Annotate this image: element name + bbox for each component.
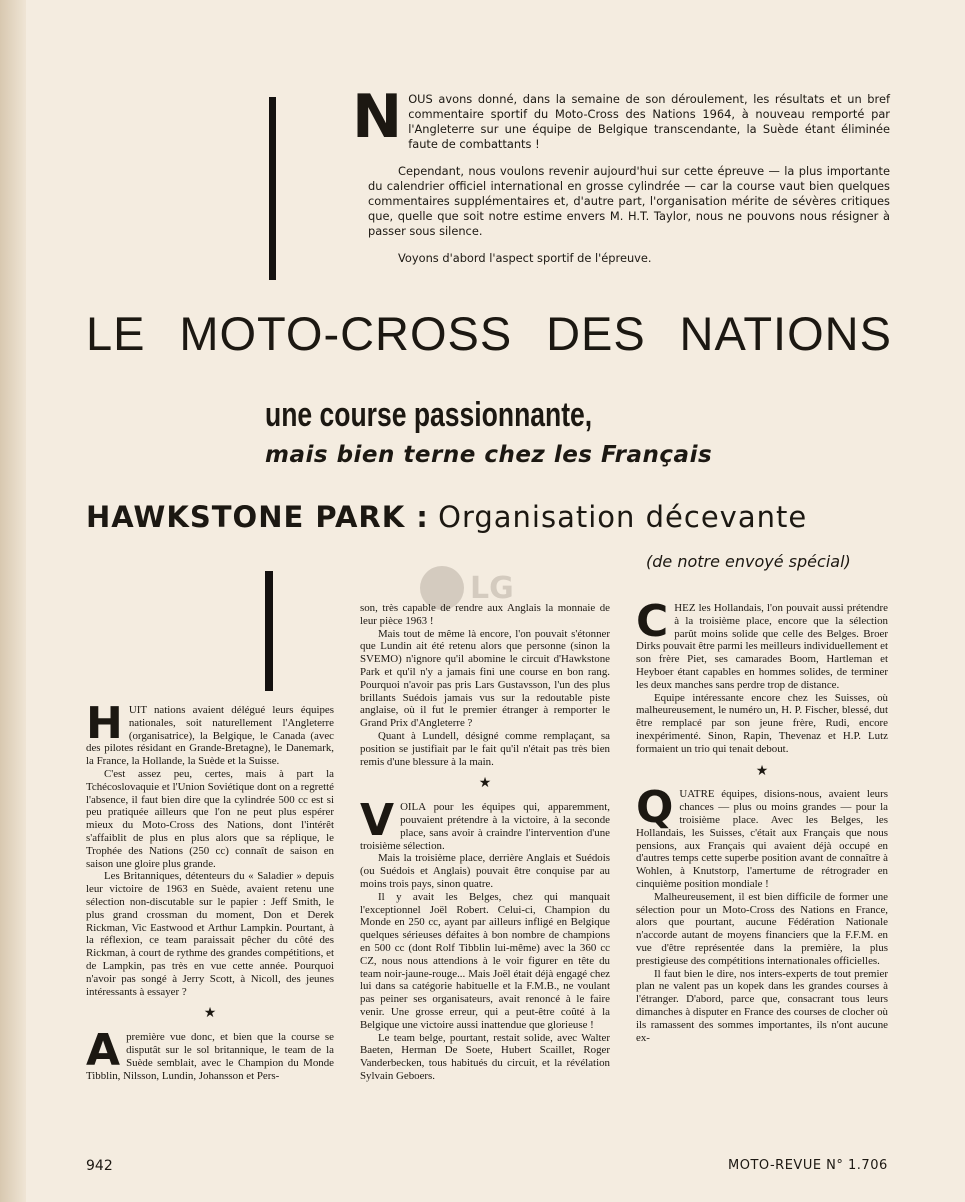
col2-paragraph-6: Il y avait les Belges, chez qui manquait l'exceptionnel Joël Robert. Celui-ci, Champion du Monde en 250 cc, ayant par ailleurs infligé en Belgique quelques sérieuses défaites à bon nombre de champions en 500 cc (dont Rolf Tibblin lui-même) avec la 360 cc CZ, nous nous attendions à le voir figurer en tête du team noir-jaune-rouge... Mais Joël était déjà engagé chez lui dans sa catégorie habituelle et la F.M.B., ne voulant pas peiner ses organisateurs, avait renoncé à le faire venir. Une grosse erreur, qui a peut-être coûté à la Belgique une victoire aussi inattendue que glorieuse ! — [360, 890, 610, 1031]
col1-p1-text: UIT nations avaient délégué leurs équipes nationales, soit naturellement l'Angleterre (organisatrice), la Belgique, le Canada (avec des pilotes résidant en Grande-Bretagne), le Danemark, la France, la Hollande, la Suède et la Suisse. — [86, 704, 334, 768]
title-word: LE — [86, 307, 146, 360]
intro-vertical-rule — [269, 97, 276, 280]
drop-cap: N — [352, 82, 403, 152]
heading-place: HAWKSTONE PARK : — [86, 500, 429, 534]
drop-cap: Q — [636, 782, 674, 834]
section-star: ★ — [203, 1006, 217, 1022]
intro-p1-text: OUS avons donné, dans la semaine de son déroulement, les résultats et un bref commentaire sportif du Moto-Cross des Nations 1964, à nouveau remporté par l'Angleterre sur une équipe de Belgique transcendante, la Suède étant éliminée faute de combattants ! — [408, 92, 890, 151]
title-word: NATIONS — [679, 307, 892, 360]
column-2 — [360, 602, 610, 1083]
col3-p3-text: UATRE équipes, disions-nous, avaient leurs chances — plus ou moins grandes — pour la troisième place. Avec les Belges, les Hollandais, les Suisses, c'était aux Français que nous pensions, aux Français qui avaient déjà occupé en d'autres temps cette superbe position avant de connaître à Wohlen, à Knutstorp, l'amertume de rétrograder en cinquième position mondiale ! — [636, 788, 888, 890]
drop-cap: A — [86, 1025, 121, 1077]
intro-paragraph-3: Voyons d'abord l'aspect sportif de l'épreuve. — [398, 251, 652, 265]
column-3 — [636, 596, 888, 1044]
col3-paragraph-3 — [636, 782, 888, 890]
article-title — [86, 306, 892, 361]
col1-paragraph-4 — [86, 1025, 334, 1082]
col3-paragraph-1 — [636, 596, 888, 692]
subtitle-line-2: mais bien terne chez les Français — [265, 442, 713, 468]
byline: (de notre envoyé spécial) — [646, 552, 851, 571]
drop-cap: V — [360, 795, 395, 847]
col2-p4-text: OILA pour les équipes qui, apparemment, pouvaient prétendre à la victoire, à la seconde place, sans avoir à craindre l'intervention d'une troisième sélection. — [360, 801, 610, 852]
col3-p1-text: HEZ les Hollandais, l'on pouvait aussi prétendre à la troisième place, encore que la sélection parût moins solide que celle des Belges. Broer Dirks pouvait être parmi les meilleurs individuellement et son frère Piet, ses camarades Boom, Hartleman et Heyboer étant capables en hommes solides, de terminer les deux manches sans perdre trop de distance. — [636, 602, 888, 691]
col3-paragraph-5: Il faut bien le dire, nos inters-experts de tout premier plan ne valent pas un kopek dans les grandes courses à l'étranger. D'abord, parce que, consacrant tous leurs dimanches à disputer en France des courses de clocher où ils ramassent des sommes importantes, ils n'ont aucune ex- — [636, 967, 888, 1044]
intro-text — [352, 82, 890, 278]
svg-text:LG: LG — [470, 571, 514, 606]
intro-paragraph-1 — [352, 82, 890, 152]
column-1 — [86, 698, 334, 1082]
magazine-issue: MOTO-REVUE N° 1.706 — [728, 1158, 888, 1173]
col2-paragraph-3: Quant à Lundell, désigné comme remplaçant, sa position se justifiait par le fait qu'il n'était pas très bien remis d'une blessure à la main. — [360, 729, 610, 768]
section-star: ★ — [478, 776, 492, 792]
title-word: DES — [546, 307, 646, 360]
col1-paragraph-3: Les Britanniques, détenteurs du « Saladier » depuis leur victoire de 1963 en Suède, avaient retenu une sélection non-discutable sur le papier : Jeff Smith, le plus grand crossman du moment, Don et Derek Rickman, Vic Eastwood et Arthur Lampkin. Pourtant, à la réflexion, ce team paraissait pêcher du côté des Rickman, à court de rythme des grandes compétitions, et de Lampkin, pas très en vue cette année. Pourquoi n'avoir pas songé à Jerry Scott, à Nicoll, des jeunes intéressants à essayer ? — [86, 870, 334, 998]
drop-cap: C — [636, 596, 669, 647]
intro-paragraph-2: Cependant, nous voulons revenir aujourd'hui sur cette épreuve — la plus importante du calendrier officiel international en grosse cylindrée — car la course vaut bien quelques commentaires supplémentaires et, d'autre part, l'organisation mérite de sévères critiques que, quelle que soit notre estime envers M. H.T. Taylor, nous ne pouvons nous résigner à passer sous silence. — [368, 164, 890, 238]
col1-paragraph-1 — [86, 698, 334, 768]
page-edge — [0, 0, 26, 1202]
col1-p4-text: première vue donc, et bien que la course se disputât sur le sol britannique, le team de la Suède semblait, avec le Champion du Monde Tibblin, Nilsson, Lundin, Johansson et Pers- — [86, 1031, 334, 1082]
section-heading — [86, 500, 807, 534]
page-number: 942 — [86, 1158, 113, 1174]
col3-paragraph-2: Equipe intéressante encore chez les Suisses, où malheureusement, le numéro un, H. P. Fischer, blessé, dut être remplacé par son jeune frère, Rudi, encore inexpérimenté. Sinon, Rapin, Thevenaz et H.P. Lutz formaient un trio qui tenait debout. — [636, 691, 888, 755]
col3-paragraph-4: Malheureusement, il est bien difficile de former une sélection pour un Moto-Cross des Nations en France, alors que pourtant, aucune Fédération Nationale n'accorde autant de moyens financiers que la F.F.M. en vue d'être représentée dans la première, la plus prestigieuse des compétitions internationales officielles. — [636, 890, 888, 967]
col2-paragraph-7: Le team belge, pourtant, restait solide, avec Walter Baeten, Herman De Soete, Hubert Scaillet, Roger Vanderbecken, tous habitués du circuit, et la révélation Sylvain Geboers. — [360, 1031, 610, 1082]
drop-cap: H — [86, 698, 123, 749]
title-word: MOTO-CROSS — [179, 307, 513, 360]
col2-paragraph-2: Mais tout de même là encore, l'on pouvait s'étonner que Lundin ait été retenu alors que personne (sinon la SVEMO) n'ignore qu'il abomine le circuit d'Hawkstone Park et qu'il n'y a jamais fini une course en bon rang. Pourquoi n'avoir pas pris Lars Gustavsson, l'un des plus brillants Suédois jamais vus sur la redoutable piste anglaise, où il fut le premier étranger à remporter le Grand Prix d'Angleterre ? — [360, 627, 610, 730]
heading-topic: Organisation décevante — [438, 500, 808, 534]
col1-paragraph-2: C'est assez peu, certes, mais à part la Tchécoslovaquie et l'Union Soviétique dont on a regretté l'absence, il faut bien dire que la cylindrée 500 cc est si peu pratiquée ailleurs que l'on ne peut plus espérer mieux du Moto-Cross des Nations, dont l'intérêt s'affaiblit de plus en plus alors que sa réplique, le Trophée des Nations (250 cc) connaît de saison en saison une gloire plus grande. — [86, 767, 334, 870]
column-vertical-rule — [265, 571, 273, 691]
col2-paragraph-4 — [360, 795, 610, 852]
subtitle-line-1: une course passionnante, — [265, 396, 593, 434]
col2-paragraph-1: son, très capable de rendre aux Anglais la monnaie de leur pièce 1963 ! — [360, 602, 610, 627]
col2-paragraph-5: Mais la troisième place, derrière Anglais et Suédois (ou Suédois et Anglais) pouvait être conquise par au moins trois pays, sinon quatre. — [360, 852, 610, 890]
section-star: ★ — [755, 763, 769, 779]
